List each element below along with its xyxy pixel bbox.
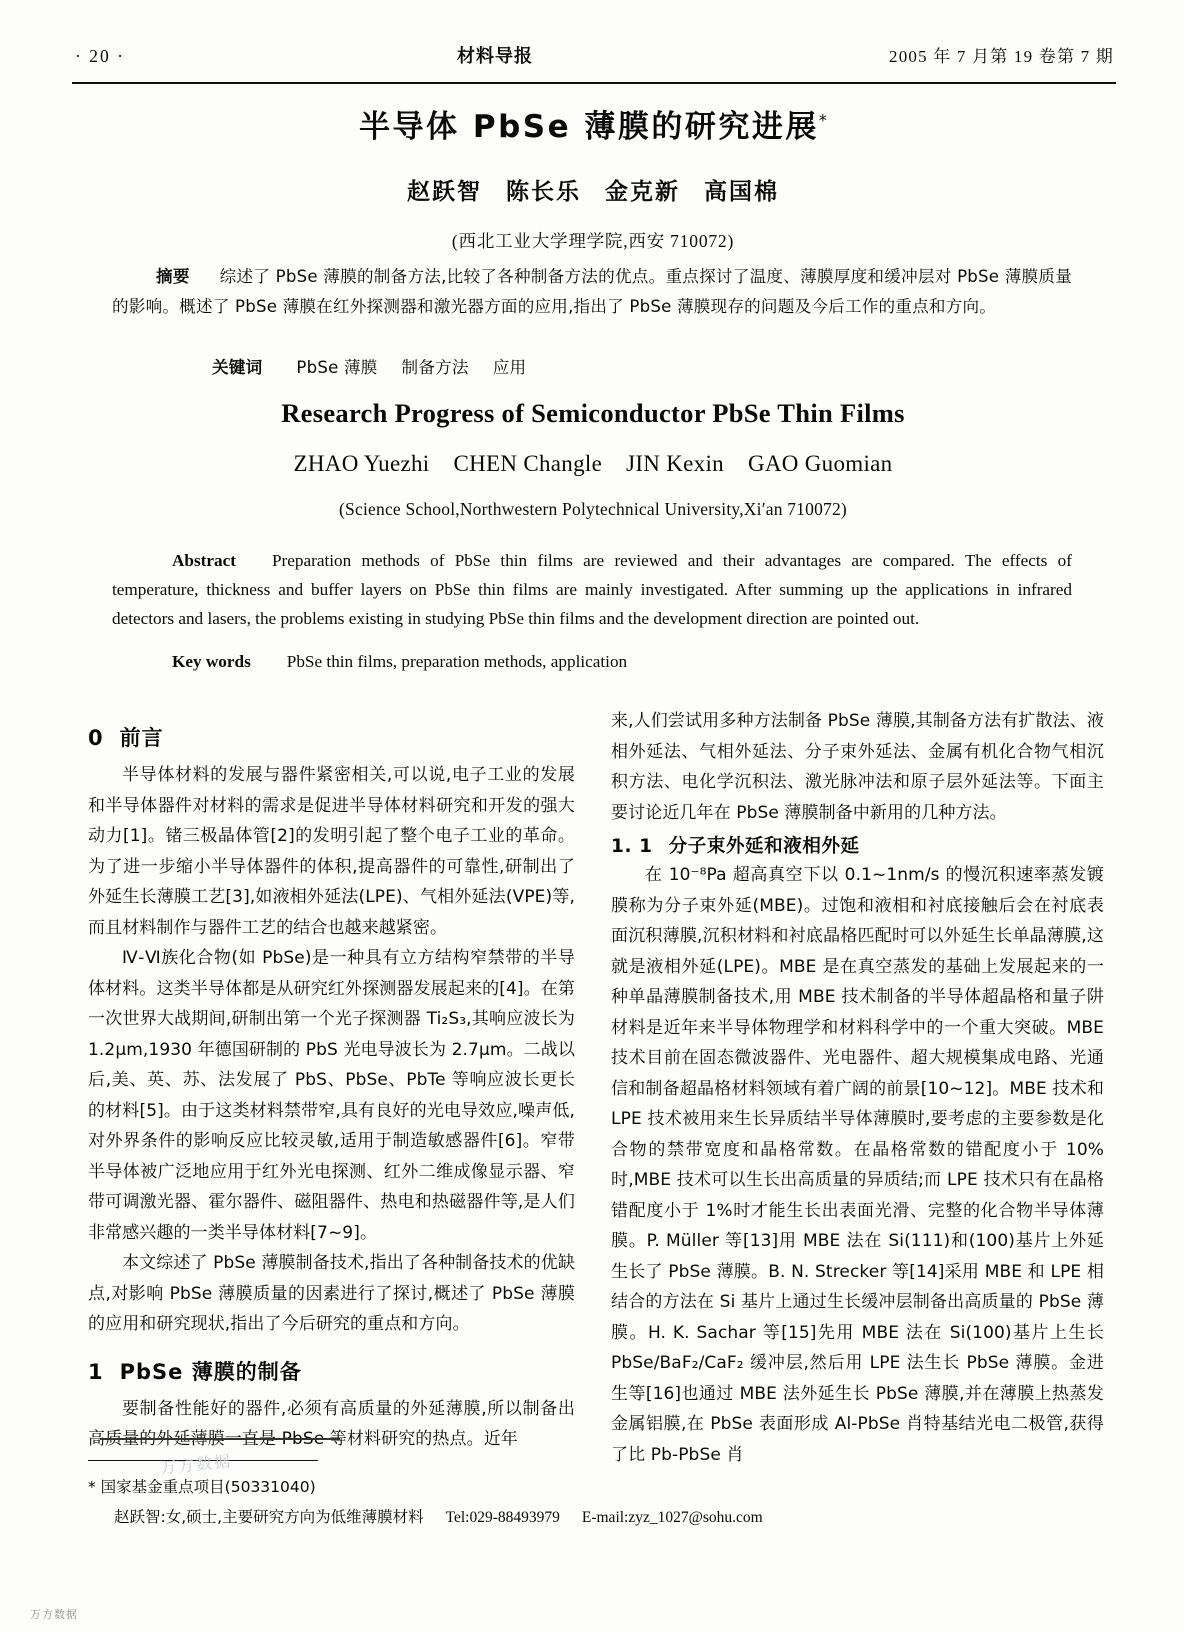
english-abstract [112, 546, 1072, 633]
footnote-telephone: Tel:029-88493979 [445, 1509, 560, 1526]
scan-watermark: 万方数据 [159, 1451, 233, 1478]
paragraph: 本文综述了 PbSe 薄膜制备技术,指出了各种制备技术的优缺点,对影响 PbSe 薄膜质量的因素进行了探讨,概述了 PbSe 薄膜的应用和研究现状,指出了今后研究的重点和方向。 [88, 1253, 576, 1334]
section-number: 1 [88, 1359, 104, 1384]
section-heading-0 [88, 722, 575, 752]
chinese-author: 高国棉 [704, 178, 779, 205]
chinese-keyword: 应用 [492, 358, 527, 377]
chinese-abstract-label: 摘要 [156, 267, 190, 286]
chinese-abstract-text: 综述了 PbSe 薄膜的制备方法,比较了各种制备方法的优点。重点探讨了温度、薄膜厚度和缓冲层对 PbSe 薄膜质量的影响。概述了 PbSe 薄膜在红外探测器和激光器方面的应用,指出了 PbSe 薄膜现存的问题及今后工作的重点和方向。 [112, 267, 1072, 316]
page-number: · 20 · [75, 46, 125, 66]
paragraph: 来,人们尝试用多种方法制备 PbSe 薄膜,其制备方法有扩散法、液相外延法、气相外延法、分子束外延法、金属有机化合物气相沉积方法、电化学沉积法、激光脉冲法和原子层外延法等。下面主要讨论近几年在 PbSe 薄膜制备中新用的几种方法。 [611, 711, 1104, 823]
chinese-title-text: 半导体 PbSe 薄膜的研究进展 [359, 109, 819, 145]
journal-name: 材料导报 [456, 46, 533, 67]
english-title: Research Progress of Semiconductor PbSe Thin Films [281, 398, 905, 428]
chinese-keyword: PbSe 薄膜 [296, 358, 378, 377]
chinese-author: 赵跃智 [407, 178, 482, 205]
title-footnote-marker: * [818, 110, 827, 130]
right-column [611, 706, 1104, 1465]
subsection-number: 1. 1 [611, 836, 653, 857]
english-keywords-label: Key words [172, 652, 251, 671]
paragraph: 要制备性能好的器件,必须有高质量的外延薄膜,所以制备出高质量的外延薄膜一直是 PbSe 等材料研究的热点。近年 [88, 1398, 576, 1449]
running-head [75, 42, 1114, 72]
section-heading-1 [88, 1356, 575, 1386]
english-affiliation: (Science School,Northwestern Polytechnical University,Xi′an 710072) [339, 499, 847, 519]
chinese-author: 金克新 [605, 178, 680, 205]
footnote-email: E-mail:zyz_1027@sohu.com [581, 1509, 763, 1526]
footnote-author-text: 赵跃智:女,硕士,主要研究方向为低维薄膜材料 [114, 1508, 424, 1526]
chinese-authors [70, 173, 1116, 206]
footnote-divider [88, 1460, 318, 1461]
chinese-keywords-label: 关键词 [212, 358, 263, 377]
scan-artifact-underline [100, 1438, 340, 1440]
english-author: JIN Kexin [626, 451, 724, 476]
chinese-abstract [112, 262, 1072, 322]
paragraph: 在 10⁻⁸Pa 超高真空下以 0.1~1nm/s 的慢沉积速率蒸发镀膜称为分子束外延(MBE)。过饱和液相和衬底接触后会在衬底表面沉积薄膜,沉积材料和衬底晶格匹配时可以外延生长单晶薄膜,这就是液相外延(LPE)。MBE 是在真空蒸发的基础上发展起来的一种单晶薄膜制备技术,用 MBE 技术制备的半导体超晶格和量子阱材料是近年来半导体物理学和材料科学中的一个重大突破。MBE 技术目前在固态微波器件、光电器件、超大规模集成电路、光通信和制备超晶格材料领域有着广阔的前景[10~12]。MBE 技术和 LPE 技术被用来生长异质结半导体薄膜时,要考虑的主要参数是化合物的禁带宽度和晶格常数。在晶格常数的错配度小于 10%时,MBE 技术可以生长出高质量的异质结;而 LPE 技术只有在晶格错配度小于 1%时才能生长出表面光滑、完整的化合物半导体薄膜。P. Müller 等[13]用 MBE 法在 Si(111)和(100)基片上外延生长了 PbSe 薄膜。B. N. Strecker 等[14]采用 MBE 和 LPE 相结合的方法在 Si 基片上通过生长缓冲层制备出高质量的 PbSe 薄膜。H. K. Sachar 等[15]先用 MBE 法在 Si(100)基片上生长 PbSe/BaF₂/CaF₂ 缓冲层,然后用 LPE 法生长 PbSe 薄膜。金进生等[16]也通过 MBE 法外延生长 PbSe 薄膜,并在薄膜上热蒸发金属铝膜,在 PbSe 表面形成 Al-PbSe 肖特基结光电二极管,获得了比 Pb-PbSe 肖 [611, 865, 1104, 1465]
english-title-block [70, 398, 1116, 520]
footnote-author-bio [88, 1502, 1104, 1533]
footnote-funding: * 国家基金重点项目(50331040) [88, 1478, 316, 1496]
issue-info: 2005 年 7 月第 19 卷第 7 期 [889, 47, 1114, 66]
paragraph: 半导体材料的发展与器件紧密相关,可以说,电子工业的发展和半导体器件对材料的需求是促进半导体材料研究和开发的强大动力[1]。锗三极晶体管[2]的发明引起了整个电子工业的革命。为了进一步缩小半导体器件的体积,提高器件的可靠性,研制出了外延生长薄膜工艺[3],如液相外延法(LPE)、气相外延法(VPE)等,而且材料制作与器件工艺的结合也越来越紧密。 [88, 765, 576, 938]
chinese-author: 陈长乐 [506, 178, 581, 205]
section-title: 前言 [119, 726, 164, 750]
footnote-block [88, 1472, 1104, 1533]
english-keywords-text: PbSe thin films, preparation methods, application [286, 652, 628, 671]
english-author: CHEN Changle [453, 451, 603, 476]
english-abstract-label: Abstract [172, 551, 236, 570]
english-abstract-text: Preparation methods of PbSe thin films are reviewed and their advantages are compared. The effects of temperature, thickness and buffer layers on PbSe thin films are mainly investigated. After summing up the applications in infrared detectors and lasers, the problems existing in studying PbSe thin films and the development direction are pointed out. [112, 551, 1072, 628]
title-block [70, 108, 1116, 253]
paragraph: Ⅳ-Ⅵ族化合物(如 PbSe)是一种具有立方结构窄禁带的半导体材料。这类半导体都是从研究红外探测器发展起来的[4]。在第一次世界大战期间,研制出第一个光子探测器 Ti₂S₃,其响应波长为 1.2μm,1930 年德国研制的 PbS 光电导波长为 2.7μm。二战以后,美、英、苏、法发展了 PbS、PbSe、PbTe 等响应波长更长的材料[5]。由于这类材料禁带窄,具有良好的光电导效应,噪声低,对外界条件的影响反应比较灵敏,适用于制造敏感器件[6]。窄带半导体被广泛地应用于红外光电探测、红外二维成像显示器、窄带可调激光器、霍尔器件、磁阻器件、热电和热磁器件等,是人们非常感兴趣的一类半导体材料[7~9]。 [88, 948, 576, 1243]
left-column [88, 706, 576, 1449]
chinese-affiliation: (西北工业大学理学院,西安 710072) [451, 230, 735, 251]
section-title: PbSe 薄膜的制备 [119, 1359, 302, 1384]
english-authors [70, 451, 1116, 477]
english-author: GAO Guomian [747, 451, 893, 476]
subsection-heading-1-1 [611, 832, 1104, 858]
english-keywords [112, 652, 1072, 672]
header-divider [72, 82, 1116, 84]
subsection-title: 分子束外延和液相外延 [668, 836, 860, 857]
database-watermark: 万方数据 [30, 1608, 78, 1621]
section-number: 0 [88, 726, 104, 750]
english-author: ZHAO Yuezhi [293, 451, 430, 476]
chinese-keyword: 制备方法 [401, 358, 469, 377]
chinese-keywords [112, 354, 1072, 378]
chinese-title [70, 108, 1116, 147]
